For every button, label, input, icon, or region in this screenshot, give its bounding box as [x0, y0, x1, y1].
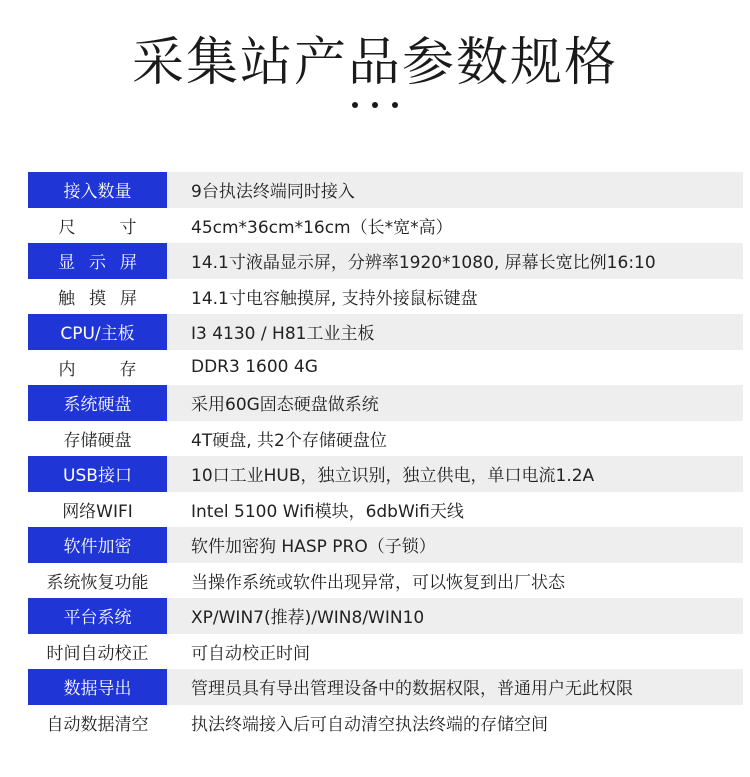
- title-dots-divider: [0, 102, 750, 108]
- spec-row-platform: [28, 598, 743, 634]
- dot: [352, 102, 358, 108]
- dot: [372, 102, 378, 108]
- spec-value: 管理员具有导出管理设备中的数据权限，普通用户无此权限: [191, 679, 633, 700]
- spec-value: 14.1寸液晶显示屏，分辨率1920*1080, 屏幕长宽比例16:10: [191, 253, 656, 274]
- dot: [392, 102, 398, 108]
- spec-row-system-disk: [28, 385, 743, 421]
- spec-label: 时间自动校正: [46, 643, 149, 664]
- spec-row-time-sync: [28, 634, 743, 670]
- spec-label: 平台系统: [28, 598, 167, 634]
- spec-value: 9台执法终端同时接入: [191, 182, 355, 203]
- spec-row-usb: [28, 456, 743, 492]
- spec-value: XP/WIN7(推荐)/WIN8/WIN10: [191, 608, 425, 629]
- spec-value: I3 4130 / H81工业主板: [191, 324, 375, 345]
- spec-value: 可自动校正时间: [191, 643, 310, 664]
- spec-value: 4T硬盘, 共2个存储硬盘位: [191, 430, 387, 451]
- spec-value: 当操作系统或软件出现异常，可以恢复到出厂状态: [191, 572, 565, 593]
- spec-label: USB接口: [28, 456, 167, 492]
- spec-row-encryption: [28, 527, 743, 563]
- spec-value: 软件加密狗 HASP PRO（子锁）: [191, 537, 436, 558]
- spec-row-auto-clear: [28, 705, 743, 741]
- spec-row-wifi: [28, 492, 743, 528]
- spec-value: DDR3 1600 4G: [191, 357, 318, 378]
- spec-label: 存储硬盘: [63, 430, 132, 451]
- spec-value: 执法终端接入后可自动清空执法终端的存储空间: [191, 714, 548, 735]
- spec-label: 软件加密: [28, 527, 167, 563]
- spec-label: 自动数据清空: [46, 714, 149, 735]
- spec-label: CPU/主板: [28, 314, 167, 350]
- spec-value: 采用60G固态硬盘做系统: [191, 395, 379, 416]
- spec-row-recovery: [28, 563, 743, 599]
- spec-label: 网络WIFI: [62, 501, 133, 522]
- spec-row-touchscreen: [28, 279, 743, 315]
- page-title: 采集站产品参数规格: [131, 33, 618, 93]
- spec-value: 45cm*36cm*16cm（长*宽*高）: [191, 217, 453, 238]
- spec-label: 数据导出: [28, 669, 167, 705]
- spec-table: [28, 172, 743, 740]
- spec-value: 14.1寸电容触摸屏, 支持外接鼠标键盘: [191, 288, 478, 309]
- spec-row-memory: [28, 350, 743, 386]
- spec-row-cpu: [28, 314, 743, 350]
- spec-label: 显示屏: [28, 243, 167, 279]
- spec-label: 系统硬盘: [28, 385, 167, 421]
- spec-label: 尺寸: [58, 217, 181, 238]
- spec-label: 系统恢复功能: [46, 572, 149, 593]
- spec-row-size: [28, 208, 743, 244]
- spec-label: 接入数量: [28, 172, 167, 208]
- spec-row-data-export: [28, 669, 743, 705]
- spec-row-access-count: [28, 172, 743, 208]
- spec-value: Intel 5100 Wifi模块，6dbWifi天线: [191, 501, 464, 522]
- spec-row-display: [28, 243, 743, 279]
- spec-label: 内存: [58, 359, 181, 380]
- spec-value: 10口工业HUB，独立识别，独立供电，单口电流1.2A: [191, 466, 595, 487]
- spec-label: 触摸屏: [58, 288, 151, 309]
- spec-row-storage-disk: [28, 421, 743, 457]
